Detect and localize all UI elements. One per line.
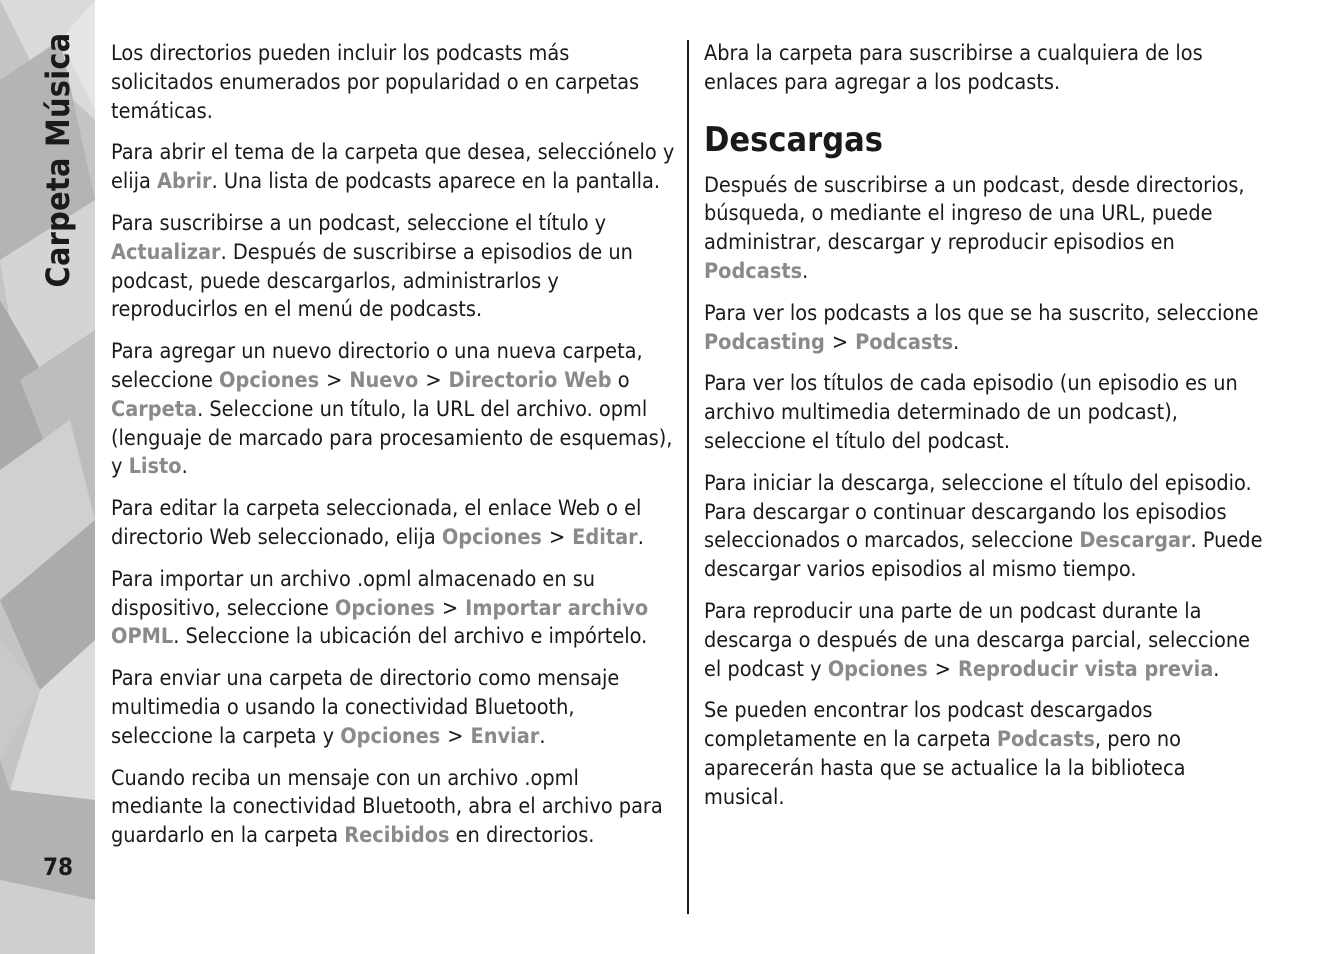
menu-term-opciones: Opciones (441, 524, 542, 550)
section-heading: Descargas (704, 119, 883, 160)
paragraph: Para ver los podcasts a los que se ha suscrito, seleccione Podcasting > Podcasts. (704, 300, 1259, 355)
menu-term-editar: Editar (572, 524, 638, 550)
menu-separator: > (831, 329, 849, 355)
paragraph: Para agregar un nuevo directorio o una nueva carpeta, seleccione Opciones > Nuevo > Directorio Web o Carpeta. Seleccione un título, la URL del archivo. opml (lenguaje de marcado para procesamiento de esquemas), y Listo. (111, 339, 673, 480)
menu-term-opciones: Opciones (334, 595, 435, 621)
paragraph: Para reproducir una parte de un podcast durante la descarga o después de una descarga parcial, seleccione el podcast y Opciones > Reproducir vista previa. (704, 598, 1250, 682)
menu-separator: > (425, 367, 442, 393)
menu-term-opciones: Opciones (219, 367, 320, 393)
paragraph: Para editar la carpeta seleccionada, el enlace Web o el directorio Web seleccionado, elija Opciones > Editar. (111, 496, 644, 550)
menu-term-abrir: Abrir (157, 169, 212, 195)
menu-separator: > (447, 723, 464, 749)
menu-term-podcasting: Podcasting (704, 329, 825, 355)
paragraph: Para suscribirse a un podcast, seleccione el título y Actualizar. Después de suscribirse a episodios de un podcast, puede descargarlos, administrarlos y reproducirlos en el menú de podcasts. (111, 210, 633, 323)
page-number: 78 (43, 853, 74, 881)
paragraph: Para abrir el tema de la carpeta que desea, selecciónelo y elija Abrir. Una lista de podcasts aparece en la pantalla. (111, 140, 675, 195)
menu-term-reproducir: Reproducir vista previa (958, 656, 1214, 682)
menu-term-podcasts: Podcasts (855, 329, 954, 355)
right-column (704, 40, 1270, 826)
menu-term-podcasts: Podcasts (996, 727, 1095, 753)
menu-term-nuevo: Nuevo (349, 367, 419, 393)
side-band (0, 0, 95, 954)
menu-term-actualizar: Actualizar (111, 239, 221, 265)
paragraph: Después de suscribirse a un podcast, desde directorios, búsqueda, o mediante el ingreso de una URL, puede administrar, descargar y reproducir episodios en Podcasts. (704, 172, 1245, 284)
paragraph: Para iniciar la descarga, seleccione el título del episodio. Para descargar o continuar descargando los episodios seleccionados o marcados, seleccione Descargar. Puede descargar varios episodios al mismo tiempo. (704, 470, 1263, 583)
paragraph: Se pueden encontrar los podcast descargados completamente en la carpeta Podcasts, pero no aparecerán hasta que se actualice la la biblioteca musical. (704, 698, 1186, 810)
paragraph: Para importar un archivo .opml almacenado en su dispositivo, seleccione Opciones > Importar archivo OPML. Seleccione la ubicación del archivo e impórtelo. (111, 566, 649, 650)
menu-term-podcasts: Podcasts (704, 258, 803, 284)
menu-separator: > (548, 524, 566, 550)
column-divider (687, 40, 689, 914)
paragraph: Cuando reciba un mensaje con un archivo .opml mediante la conectividad Bluetooth, abra el archivo para guardarlo en la carpeta Recibidos en directorios. (111, 765, 663, 849)
paragraph: Abra la carpeta para suscribirse a cualquiera de los enlaces para agregar a los podcasts. (704, 41, 1203, 95)
section-title: Carpeta Música (39, 32, 77, 288)
menu-term-directorio-web: Directorio Web (448, 367, 612, 393)
menu-term-opciones: Opciones (340, 723, 441, 749)
menu-separator: > (326, 367, 343, 393)
menu-separator: > (441, 595, 459, 621)
menu-term-recibidos: Recibidos (344, 823, 450, 849)
menu-term-opciones: Opciones (827, 656, 928, 682)
menu-separator: > (934, 656, 951, 682)
menu-term-descargar: Descargar (1079, 528, 1191, 554)
menu-term-listo: Listo (128, 454, 182, 480)
paragraph: Para enviar una carpeta de directorio como mensaje multimedia o usando la conectividad Bluetooth, seleccione la carpeta y Opciones > Enviar. (111, 666, 620, 749)
paragraph: Los directorios pueden incluir los podcasts más solicitados enumerados por popularidad o en carpetas temáticas. (111, 41, 640, 124)
paragraph: Para ver los títulos de cada episodio (un episodio es un archivo multimedia determinado de un podcast), seleccione el título del podcast. (704, 371, 1238, 454)
menu-term-importar: Importar archivo OPML (111, 595, 649, 650)
menu-term-carpeta: Carpeta (111, 396, 198, 422)
menu-term-enviar: Enviar (470, 723, 540, 749)
left-column (111, 40, 675, 864)
